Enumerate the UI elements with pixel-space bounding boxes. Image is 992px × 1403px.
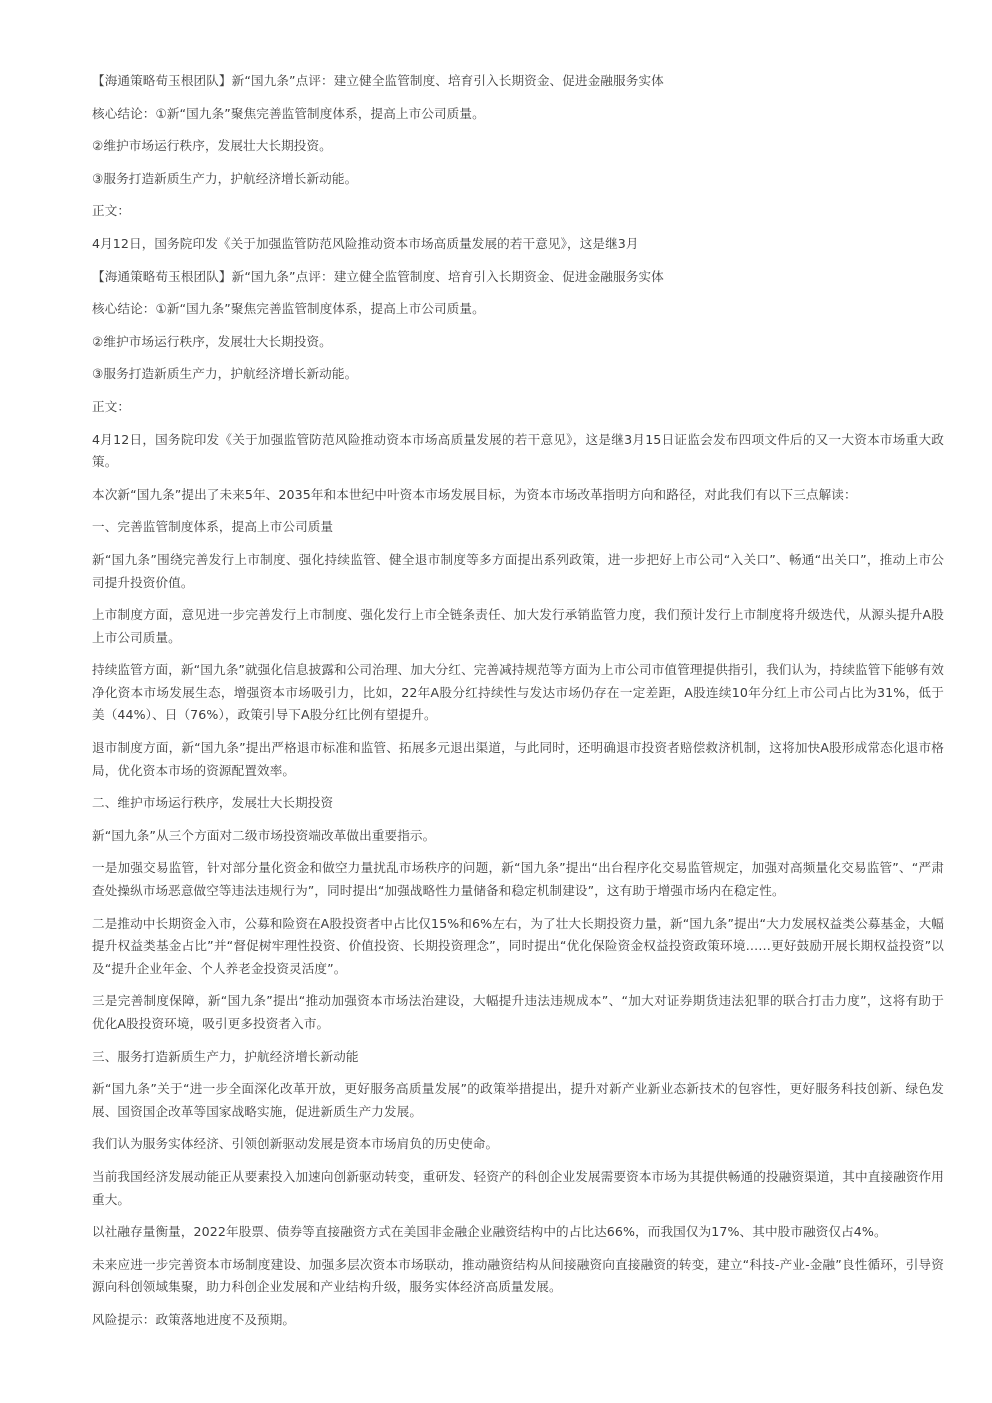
body-paragraph: 当前我国经济发展动能正从要素投入加速向创新驱动转变，重研发、轻资产的科创企业发展需要资本市场为其提供畅通的投融资渠道，其中直接融资作用重大。 xyxy=(92,1168,944,1207)
headline-paragraph-repeat: 【海通策略荀玉根团队】新“国九条”点评：建立健全监管制度、培育引入长期资金、促进金融服务实体 xyxy=(92,268,664,284)
overview-paragraph: 本次新“国九条”提出了未来5年、2035年和本世纪中叶资本市场发展目标，为资本市场改革指明方向和路径，对此我们有以下三点解读： xyxy=(92,486,857,502)
core-conclusion-2: ②维护市场运行秩序，发展壮大长期投资。 xyxy=(92,138,332,154)
core-conclusion-1-repeat: 核心结论：①新“国九条”聚焦完善监管制度体系，提高上市公司质量。 xyxy=(92,301,485,317)
core-conclusion-1: 核心结论：①新“国九条”聚焦完善监管制度体系，提高上市公司质量。 xyxy=(92,105,485,121)
section-heading-3: 三、服务打造新质生产力，护航经济增长新动能 xyxy=(92,1048,359,1064)
body-paragraph: 新“国九条”从三个方面对二级市场投资端改革做出重要指示。 xyxy=(92,827,436,843)
core-conclusion-3: ③服务打造新质生产力，护航经济增长新动能。 xyxy=(92,170,358,186)
body-label-repeat: 正文： xyxy=(92,398,131,414)
risk-notice: 风险提示：政策落地进度不及预期。 xyxy=(92,1311,296,1327)
body-paragraph: 二是推动中长期资金入市，公募和险资在A股投资者中占比仅15%和6%左右，为了壮大长期投资力量，新“国九条”提出“大力发展权益类公募基金，大幅提升权益类基金占比”并“督促树牢理性投资、价值投资、长期投资理念”，同时提出“优化保险资金权益投资政策环境……更好鼓励开展长期权益投资”以及“提升企业年金、个人养老金投资灵活度”。 xyxy=(92,915,944,976)
headline-paragraph: 【海通策略荀玉根团队】新“国九条”点评：建立健全监管制度、培育引入长期资金、促进金融服务实体 xyxy=(92,73,664,88)
body-paragraph: 三是完善制度保障，新“国九条”提出“推动加强资本市场法治建设，大幅提升违法违规成本”、“加大对证券期货违法犯罪的联合打击力度”，这将有助于优化A股投资环境，吸引更多投资者入市。 xyxy=(92,993,944,1031)
core-conclusion-3-repeat: ③服务打造新质生产力，护航经济增长新动能。 xyxy=(92,366,358,382)
article-body xyxy=(92,70,944,1342)
body-paragraph: 退市制度方面，新“国九条”提出严格退市标准和监管、拓展多元退出渠道，与此同时，还明确退市投资者赔偿救济机制，这将加快A股形成常态化退市格局，优化资本市场的资源配置效率。 xyxy=(92,740,944,778)
body-paragraph: 以社融存量衡量，2022年股票、债券等直接融资方式在美国非金融企业融资结构中的占比达66%，而我国仅为17%、其中股市融资仅占4%。 xyxy=(92,1224,887,1240)
body-paragraph: 新“国九条”关于“进一步全面深化改革开放，更好服务高质量发展”的政策举措提出，提升对新产业新业态新技术的包容性，更好服务科技创新、绿色发展、国资国企改革等国家战略实施，促进新质生产力发展。 xyxy=(92,1081,944,1119)
body-paragraph: 新“国九条”围绕完善发行上市制度、强化持续监管、健全退市制度等多方面提出系列政策，进一步把好上市公司“入关口”、畅通“出关口”，推动上市公司提升投资价值。 xyxy=(92,551,944,590)
body-paragraph: 一是加强交易监管，针对部分量化资金和做空力量扰乱市场秩序的问题，新“国九条”提出“出台程序化交易监管规定，加强对高频量化交易监管”、“严肃查处操纵市场恶意做空等违法违规行为”，同时提出“加强战略性力量储备和稳定机制建设”，这有助于增强市场内在稳定性。 xyxy=(92,860,944,899)
section-heading-2: 二、维护市场运行秩序，发展壮大长期投资 xyxy=(92,795,334,811)
intro-paragraph: 4月12日，国务院印发《关于加强监管防范风险推动资本市场高质量发展的若干意见》，这是继3月15日证监会发布四项文件后的又一大资本市场重大政策。 xyxy=(92,431,944,470)
core-conclusion-2-repeat: ②维护市场运行秩序，发展壮大长期投资。 xyxy=(92,333,332,349)
body-label: 正文： xyxy=(92,203,131,219)
body-paragraph: 我们认为服务实体经济、引领创新驱动发展是资本市场肩负的历史使命。 xyxy=(92,1136,499,1152)
body-paragraph: 上市制度方面，意见进一步完善发行上市制度、强化发行上市全链条责任、加大发行承销监管力度，我们预计发行上市制度将升级迭代，从源头提升A股上市公司质量。 xyxy=(92,607,944,645)
section-heading-1: 一、完善监管制度体系，提高上市公司质量 xyxy=(92,519,334,535)
truncated-intro-paragraph: 4月12日，国务院印发《关于加强监管防范风险推动资本市场高质量发展的若干意见》，这是继3月 xyxy=(92,235,639,251)
body-paragraph: 未来应进一步完善资本市场制度建设、加强多层次资本市场联动，推动融资结构从间接融资向直接融资的转变，建立“科技-产业-金融”良性循环，引导资源向科创领域集聚，助力科创企业发展和产业结构升级，服务实体经济高质量发展。 xyxy=(92,1256,944,1295)
body-paragraph: 持续监管方面，新“国九条”就强化信息披露和公司治理、加大分红、完善减持规范等方面为上市公司市值管理提供指引，我们认为，持续监管下能够有效净化资本市场发展生态，增强资本市场吸引力，比如，22年A股分红持续性与发达市场仍存在一定差距，A股连续10年分红上市公司占比为31%，低于美（44%）、日（76%），政策引导下A股分红比例有望提升。 xyxy=(92,662,944,723)
